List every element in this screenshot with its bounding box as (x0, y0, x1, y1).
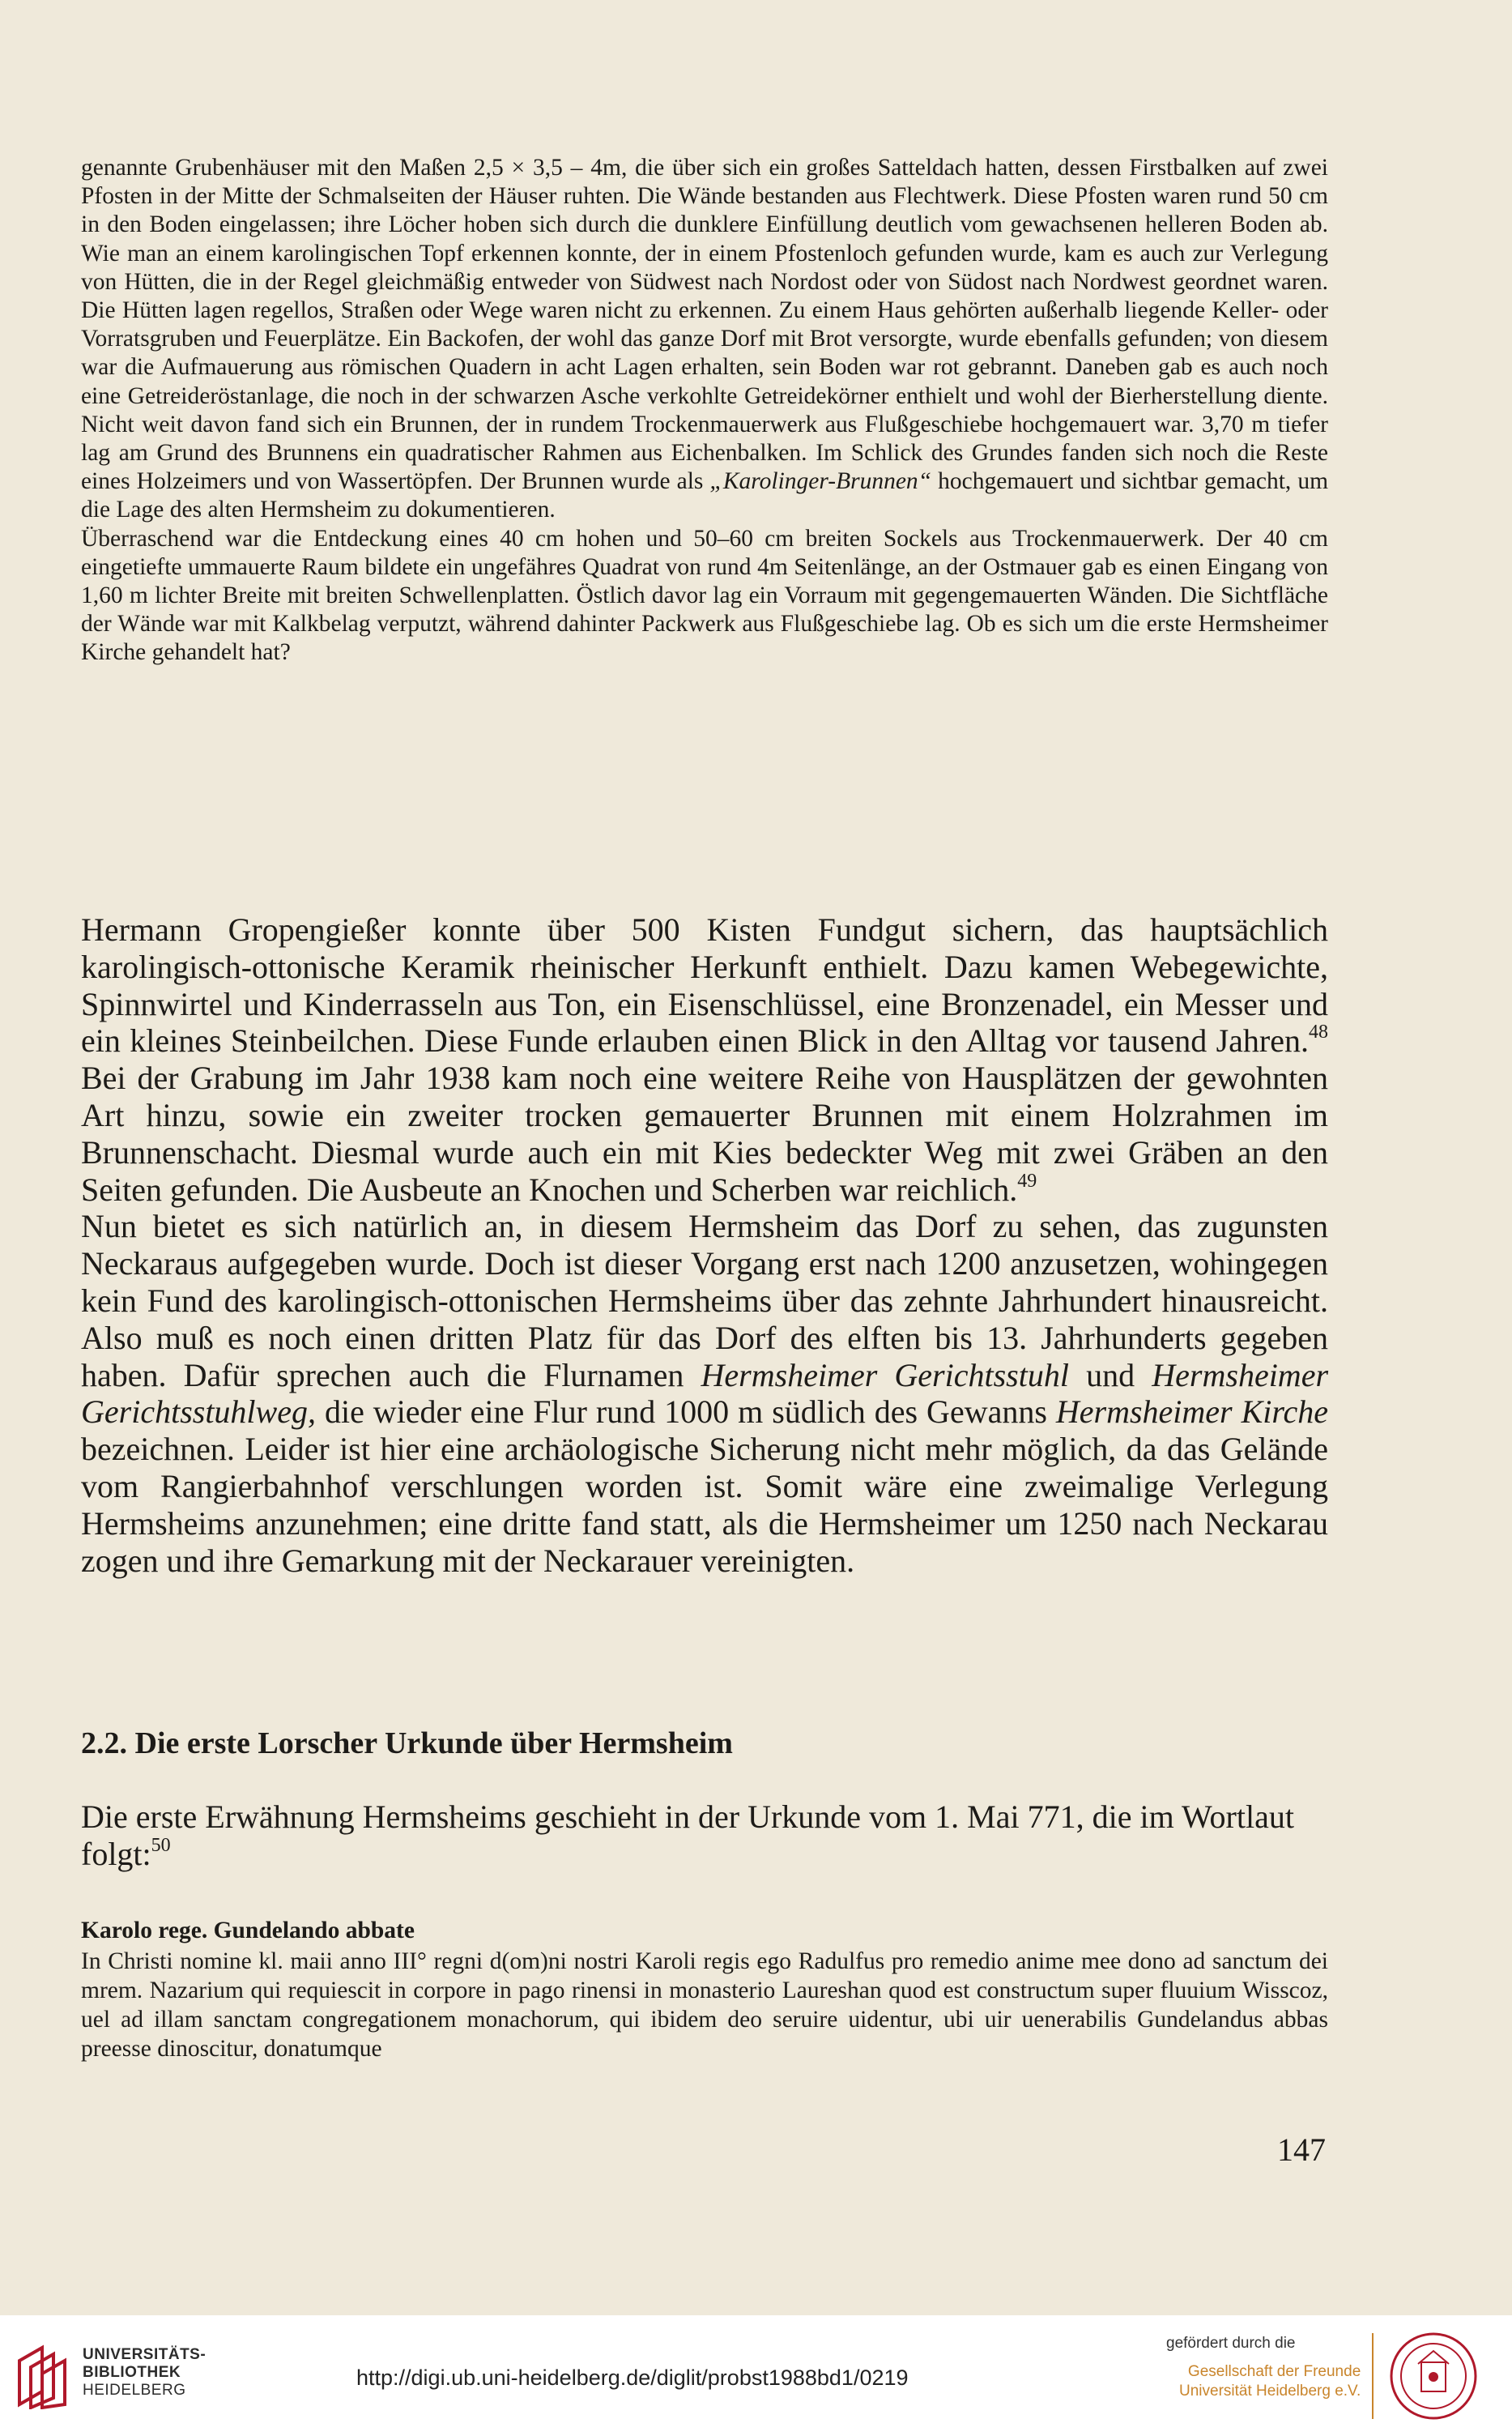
charter-title: Karolo rege. Gundelando abbate (81, 1918, 415, 1943)
small-print-section (81, 154, 1328, 668)
paragraph-text-tail: hochgemauert und sichtbar gemacht, um die Lage des alten Hermsheim zu dokumentieren. (81, 468, 1329, 523)
paragraph-text: Die erste Erwähnung Hermsheims geschieht in der Urkunde vom 1. Mai 771, die im Wortlaut folgt: (81, 1798, 1294, 1872)
brunnen-name: „Karolinger-Brunnen“ (709, 468, 932, 495)
permalink-url[interactable]: http://digi.ub.uni-heidelberg.de/diglit/probst1988bd1/0219 (356, 2366, 909, 2390)
page-number: 147 (1277, 2131, 1326, 2168)
paragraph-text: die wieder eine Flur rund 1000 m südlich des Gewanns (315, 1393, 1056, 1431)
paragraph-verlegung (81, 1208, 1328, 1579)
university-seal-icon (1389, 2331, 1478, 2421)
library-name-line2: BIBLIOTHEK (83, 2364, 181, 2381)
flurname-kirche: Hermsheimer Kirche (1055, 1393, 1328, 1431)
library-name-line3: HEIDELBERG (83, 2382, 186, 2399)
footer-bar (0, 2315, 1512, 2436)
sponsor-society[interactable] (1179, 2362, 1361, 2401)
paragraph-text: und (1068, 1356, 1152, 1393)
library-logo-icon (15, 2343, 71, 2409)
flurname-gerichtsstuhl: Hermsheimer Gerichtsstuhl (701, 1356, 1069, 1393)
library-name (83, 2346, 206, 2400)
main-text-section (81, 911, 1328, 1579)
paragraph-text: genannte Grubenhäuser mit den Maßen 2,5 × 3,5 – 4m, die über sich ein großes Satteldach hatten, dessen Firstbalken auf zwei Pfosten in der Mitte der Schmalseiten der Häuser ruhten. Die Wände bestanden aus Flechtwerk. Diese Pfosten waren rund 50 cm in den Boden eingelassen; ihre Löcher hoben sich durch die dunklere Einfüllung deutlich vom gewachsenen helleren Boden ab. Wie man an einem karolingischen Topf erkennen konnte, der in einem Pfostenloch gefunden wurde, kam es auch zur Verlegung von Hütten, die in der Regel gleichmäßig entweder von Südwest nach Nordost oder von Südost nach Nordwest geordnet waren. Die Hütten lagen regellos, Straßen oder Wege waren nicht zu erkennen. Zu einem Haus gehörten außerhalb liegende Keller- oder Vorratsgruben und Feuerplätze. Ein Backofen, der wohl das ganze Dorf mit Brot versorgte, wurde ebenfalls gefunden; von diesem war die Aufmauerung aus römischen Quadern in acht Lagen erhalten, sein Boden war rot gebrannt. Daneben gab es auch noch eine Getreideröstanlage, die noch in der schwarzen Asche verkohlte Getreidekörner enthielt und wohl der Bierherstellung diente. Nicht weit davon fand sich ein Brunnen, der in rundem Trockenmauerwerk aus Flußgeschiebe hochgemauert war. 3,70 m tiefer lag am Grund des Brunnens ein quadratischer Rahmen aus Eichenbalken. Im Schlick des Grundes fanden sich noch die Reste eines Holzeimers und von Wassertöpfen. Der Brunnen wurde als (81, 155, 1328, 495)
section-intro (81, 1798, 1328, 1873)
footnote-ref-48: 48 (1309, 1022, 1328, 1043)
paragraph-text: Hermann Gropengießer konnte über 500 Kisten Fundgut sichern, das hauptsächlich karolingisch-ottonische Keramik rheinischer Herkunft enthielt. Dazu kamen Webegewichte, Spinnwirtel und Kinderrasseln aus Ton, ein Eisenschlüssel, eine Bronzenadel, ein Messer und ein kleines Steinbeilchen. Diese Funde erlauben einen Blick in den Alltag vor tausend Jahren. (81, 911, 1328, 1060)
paragraph-fundgut (81, 911, 1328, 1208)
flurname-gerichtsstuhlweg: Hermsheimer Gerichtsstuhlweg, (81, 1356, 1329, 1431)
paragraph-grubenhaeuser (81, 154, 1328, 525)
paragraph-sockel: Überraschend war die Entdeckung eines 40 cm hohen und 50–60 cm breiten Sockels aus Trockenmauerwerk. Der 40 cm eingetiefte ummauerte Raum bildete ein ungefähres Quadrat von rund 4m Seitenlänge, an der Ostmauer gab es einen Eingang von 1,60 m lichter Breite mit breiten Schwellenplatten. Östlich davor lag ein Vorraum mit gegengemauerten Wänden. Die Sichtfläche der Wände war mit Kalkbelag verputzt, während dahinter Packwerk aus Flußgeschiebe lag. Ob es sich um die erste Hermsheimer Kirche gehandelt hat? (81, 525, 1328, 666)
charter-quote (81, 1916, 1328, 2063)
charter-text: In Christi nomine kl. maii anno III° regni d(om)ni nostri Karoli regis ego Radulfus pro remedio anime mee dono ad sanctum dei mrem. Nazarium qui requiescit in corpore in pago rinensi in monasterio Laureshan quod est constructum super fluuium Wisscoz, uel ad illam sanctam congregationem monachorum, qui ibidem deo seruire uidentur, ubi uir uenerabilis Gundelandus abbas preesse dinoscitur, donatumque (81, 1948, 1328, 2062)
sponsor-note: gefördert durch die (1166, 2335, 1296, 2352)
intro-paragraph (81, 1798, 1328, 1873)
library-name-line1: UNIVERSITÄTS- (83, 2346, 207, 2363)
section-heading: 2.2. Die erste Lorscher Urkunde über Hermsheim (81, 1726, 733, 1760)
paragraph-text: Nun bietet es sich natürlich an, in diesem Hermsheim das Dorf zu sehen, das zugunsten Neckaraus aufgegeben wurde. Doch ist dieser Vorgang erst nach 1200 anzusetzen, wohingegen kein Fund des karolingisch-ottonischen Hermsheims über das zehnte Jahrhundert hinausreicht. Also muß es noch einen dritten Platz für das Dorf des elften bis 13. Jahrhunderts gegeben haben. Dafür sprechen auch die Flurnamen (81, 1208, 1328, 1393)
footer-divider (1372, 2333, 1374, 2419)
paragraph-text: Bei der Grabung im Jahr 1938 kam noch eine weitere Reihe von Hausplätzen der gewohnten Art hinzu, sowie ein zweiter trocken gemauerter Brunnen mit einem Holzrahmen im Brunnenschacht. Diesmal wurde auch ein mit Kies bedeckter Weg mit zwei Gräben an den Seiten gefunden. Die Ausbeute an Knochen und Scherben war reichlich. (81, 1060, 1328, 1208)
society-line1: Gesellschaft der Freunde (1187, 2363, 1361, 2380)
footnote-ref-50: 50 (151, 1835, 171, 1857)
society-line2: Universität Heidelberg e.V. (1179, 2383, 1361, 2400)
paragraph-text: bezeichnen. Leider ist hier eine archäologische Sicherung nicht mehr möglich, da das Gelände vom Rangierbahnhof verschlungen worden ist. Somit wäre eine zweimalige Verlegung Hermsheims anzunehmen; eine dritte fand statt, als die Hermsheimer um 1250 nach Neckarau zogen und ihre Gemarkung mit der Neckarauer vereinigten. (81, 1431, 1328, 1579)
footnote-ref-49: 49 (1017, 1170, 1037, 1192)
